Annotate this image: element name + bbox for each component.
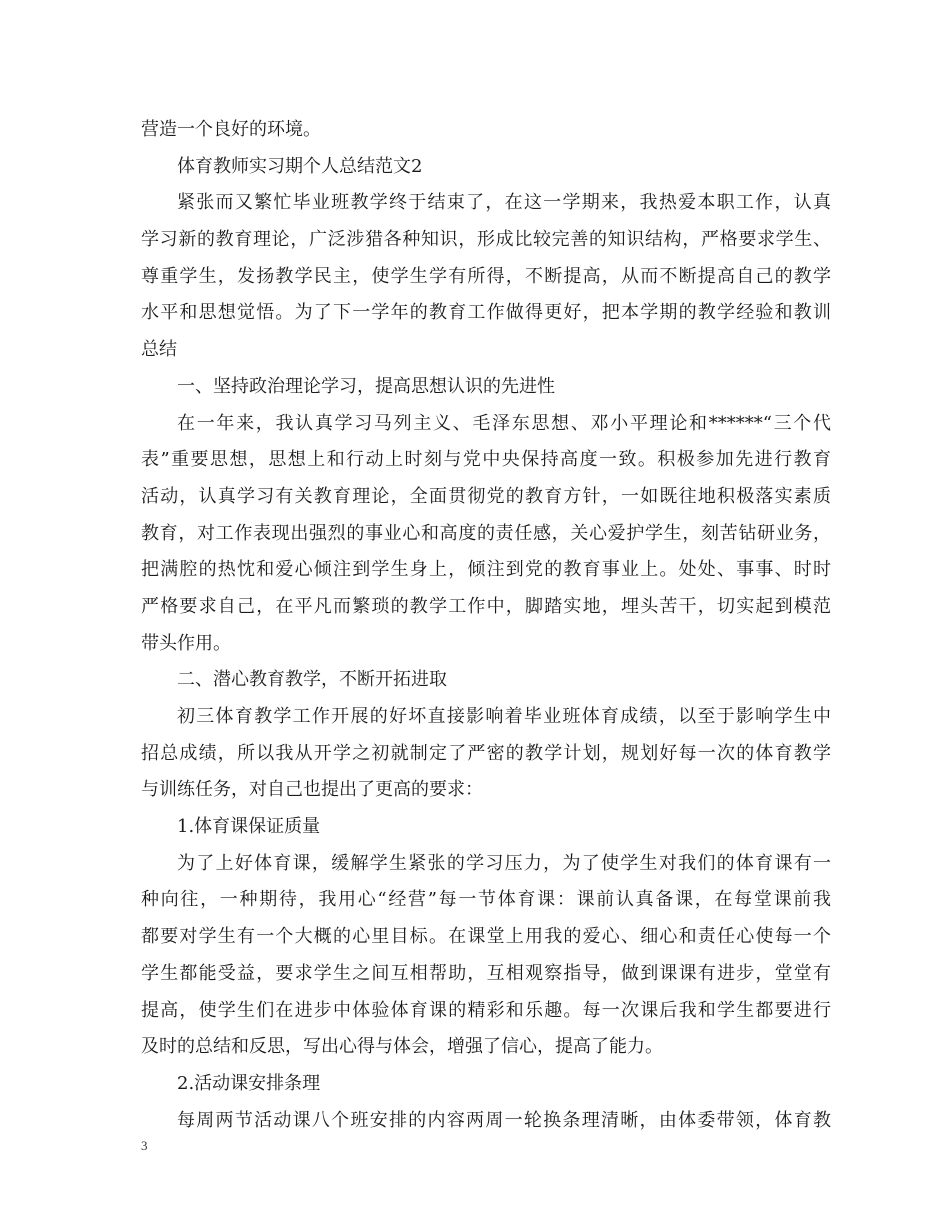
text-line: 水平和思想觉悟。为了下一学年的教育工作做得更好，把本学期的教学经验和教训 bbox=[141, 302, 831, 324]
text-line: 紧张而又繁忙毕业班教学终于结束了，在这一学期来，我热爱本职工作，认真 bbox=[177, 192, 831, 214]
text-line: 学习新的教育理论，广泛涉猎各种知识，形成比较完善的知识结构，严格要求学生、 bbox=[141, 229, 831, 251]
text-line: 及时的总结和反思，写出心得与体会，增强了信心，提高了能力。 bbox=[141, 1036, 663, 1058]
text-line: 招总成绩，所以我从开学之初就制定了严密的教学计划，规划好每一次的体育教学 bbox=[141, 742, 831, 764]
text-line: 营造一个良好的环境。 bbox=[141, 119, 321, 140]
body-text bbox=[141, 112, 831, 1139]
text-line: 提高，使学生们在进步中体验体育课的精彩和乐趣。每一次课后我和学生都要进行 bbox=[141, 999, 831, 1021]
text-line: 种向往，一种期待，我用心“经营”每一节体育课：课前认真备课，在每堂课前我 bbox=[141, 889, 831, 911]
text-line: 学生都能受益，要求学生之间互相帮助，互相观察指导，做到课课有进步，堂堂有 bbox=[141, 962, 831, 984]
subsection-heading: 1.体育课保证质量 bbox=[177, 816, 321, 838]
text-line: 总结 bbox=[141, 339, 177, 361]
subsection-heading: 2.活动课安排条理 bbox=[177, 1072, 321, 1094]
section-title: 体育教师实习期个人总结范文2 bbox=[177, 155, 423, 177]
text-line: 严格要求自己，在平凡而繁琐的教学工作中，脚踏实地，埋头苦干，切实起到模范 bbox=[141, 595, 831, 617]
page-number: 3 bbox=[141, 1138, 148, 1153]
section-heading: 二、潜心教育教学，不断开拓进取 bbox=[177, 669, 447, 691]
text-line: 尊重学生，发扬教学民主，使学生学有所得，不断提高，从而不断提高自己的教学 bbox=[141, 265, 831, 287]
text-line: 与训练任务，对自己也提出了更高的要求： bbox=[141, 779, 483, 801]
text-line: 活动，认真学习有关教育理论，全面贯彻党的教育方针，一如既往地积极落实素质 bbox=[141, 485, 831, 507]
text-line: 初三体育教学工作开展的好坏直接影响着毕业班体育成绩，以至于影响学生中 bbox=[177, 706, 831, 727]
text-line: 为了上好体育课，缓解学生紧张的学习压力，为了使学生对我们的体育课有一 bbox=[177, 852, 831, 874]
section-heading: 一、坚持政治理论学习，提高思想认识的先进性 bbox=[177, 375, 555, 397]
text-line: 都要对学生有一个大概的心里目标。在课堂上用我的爱心、细心和责任心使每一个 bbox=[141, 926, 831, 948]
text-line: 表”重要思想，思想上和行动上时刻与党中央保持高度一致。积极参加先进行教育 bbox=[141, 449, 831, 471]
text-line: 把满腔的热忱和爱心倾注到学生身上，倾注到党的教育事业上。处处、事事、时时 bbox=[141, 559, 831, 581]
text-line: 带头作用。 bbox=[141, 632, 231, 654]
text-line: 在一年来，我认真学习马列主义、毛泽东思想、邓小平理论和******“三个代 bbox=[177, 412, 831, 434]
text-line: 每周两节活动课八个班安排的内容两周一轮换条理清晰，由体委带领，体育教 bbox=[177, 1109, 831, 1131]
text-line: 教育，对工作表现出强烈的事业心和高度的责任感，关心爱护学生，刻苦钻研业务， bbox=[141, 522, 831, 544]
